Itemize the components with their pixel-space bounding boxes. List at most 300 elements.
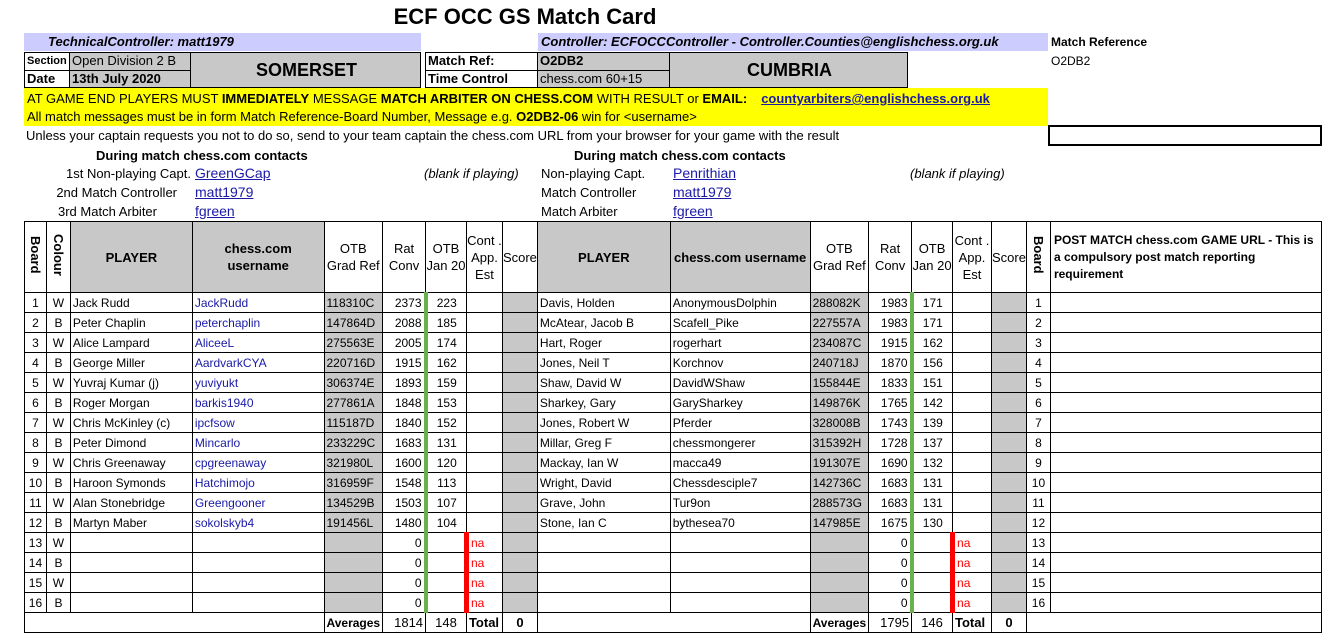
away-otb	[912, 533, 953, 553]
col-rat-conv: Rat Conv	[383, 222, 426, 293]
away-rating: 1675	[869, 513, 912, 533]
home-cont-app	[466, 393, 502, 413]
away-grad-ref	[810, 573, 869, 593]
board-number: 5	[25, 373, 47, 393]
away-grad-ref: 288082K	[810, 293, 869, 313]
home-cont-app	[466, 413, 502, 433]
home-player-name: Chris McKinley (c)	[70, 413, 192, 433]
away-otb: 142	[912, 393, 953, 413]
score-cell[interactable]	[991, 433, 1026, 453]
col-username: chess.com username	[192, 222, 324, 293]
score-cell[interactable]	[502, 413, 537, 433]
home-username[interactable]: JackRudd	[192, 293, 324, 313]
away-player-name: McAtear, Jacob B	[537, 313, 670, 333]
post-url-cell[interactable]	[1050, 333, 1321, 353]
away-player-name	[537, 593, 670, 613]
home-otb: 223	[426, 293, 467, 313]
away-cont-app	[953, 373, 992, 393]
home-contact-role: 1st Non-playing Capt.	[65, 166, 191, 181]
board-number: 13	[25, 533, 47, 553]
home-username[interactable]: ipcfsow	[192, 413, 324, 433]
home-player-name	[70, 573, 192, 593]
score-cell[interactable]	[502, 533, 537, 553]
home-contacts-heading: During match chess.com contacts	[96, 148, 308, 163]
away-cont-app	[953, 293, 992, 313]
post-url-cell[interactable]	[1050, 553, 1321, 573]
home-averages-label: Averages	[324, 613, 383, 633]
home-cont-app: na	[466, 533, 502, 553]
away-cont-app: na	[953, 593, 992, 613]
home-cont-app	[466, 433, 502, 453]
home-player-name: George Miller	[70, 353, 192, 373]
instruction-text: Unless your captain requests you not to do so, send to your team captain the chess.com URL from your browser for your game with the result	[26, 128, 840, 143]
score-cell[interactable]	[991, 513, 1026, 533]
home-otb: 104	[426, 513, 467, 533]
score-cell[interactable]	[991, 293, 1026, 313]
board-number: 2	[25, 313, 47, 333]
home-contact-link[interactable]: GreenGCap	[195, 165, 271, 181]
away-grad-ref	[810, 553, 869, 573]
away-grad-ref	[810, 593, 869, 613]
score-cell[interactable]	[502, 553, 537, 573]
away-cont-app	[953, 313, 992, 333]
score-cell[interactable]	[502, 493, 537, 513]
away-username: Tur9on	[670, 493, 810, 513]
away-cont-app	[953, 473, 992, 493]
home-otb: 153	[426, 393, 467, 413]
away-otb	[912, 573, 953, 593]
home-username[interactable]	[192, 573, 324, 593]
away-username: DavidWShaw	[670, 373, 810, 393]
away-otb: 156	[912, 353, 953, 373]
colour: W	[46, 293, 70, 313]
home-rating: 2005	[383, 333, 426, 353]
col-score: Score	[502, 222, 537, 293]
page-title: ECF OCC GS Match Card	[393, 4, 657, 29]
blank-if-playing-note: (blank if playing)	[910, 166, 1005, 181]
home-cont-app	[466, 373, 502, 393]
away-otb: 151	[912, 373, 953, 393]
home-rating: 2088	[383, 313, 426, 333]
post-url-cell[interactable]	[1050, 433, 1321, 453]
home-player-name: Martyn Maber	[70, 513, 192, 533]
home-rating: 1848	[383, 393, 426, 413]
date-label: Date	[24, 70, 70, 88]
away-player-name: Grave, John	[537, 493, 670, 513]
table-row	[25, 353, 1322, 373]
home-otb: 152	[426, 413, 467, 433]
home-rating: 2373	[383, 293, 426, 313]
board-number: 10	[1026, 473, 1050, 493]
home-otb: 185	[426, 313, 467, 333]
colour: W	[46, 413, 70, 433]
away-cont-app	[953, 393, 992, 413]
board-number: 9	[25, 453, 47, 473]
col-otb-jan: OTB Jan 20	[912, 222, 953, 293]
away-grad-ref: 149876K	[810, 393, 869, 413]
home-avg-rating: 1814	[383, 613, 426, 633]
home-cont-app	[466, 473, 502, 493]
home-otb	[426, 593, 467, 613]
score-cell[interactable]	[991, 353, 1026, 373]
home-username[interactable]: AliceeL	[192, 333, 324, 353]
away-grad-ref: 315392H	[810, 433, 869, 453]
post-url-cell[interactable]	[1050, 393, 1321, 413]
colour: W	[46, 533, 70, 553]
notice-line-1: AT GAME END PLAYERS MUST IMMEDIATELY MESSAGE MATCH ARBITER ON CHESS.COM WITH RESULT or EMAIL: countyarbiters@englishchess.org.uk	[27, 91, 990, 106]
col-board: Board	[1026, 222, 1050, 293]
home-rating: 1893	[383, 373, 426, 393]
colour: B	[46, 433, 70, 453]
score-cell[interactable]	[991, 313, 1026, 333]
away-cont-app	[953, 333, 992, 353]
score-cell[interactable]	[991, 453, 1026, 473]
home-username[interactable]	[192, 533, 324, 553]
home-grad-ref: 277861A	[324, 393, 383, 413]
home-avg-otb: 148	[426, 613, 467, 633]
home-rating: 1683	[383, 433, 426, 453]
home-otb: 107	[426, 493, 467, 513]
home-otb	[426, 573, 467, 593]
board-number: 8	[25, 433, 47, 453]
score-cell[interactable]	[502, 453, 537, 473]
table-row	[25, 333, 1322, 353]
board-number: 3	[25, 333, 47, 353]
away-otb	[912, 553, 953, 573]
post-url-cell[interactable]	[1050, 453, 1321, 473]
col-cont-app: Cont . App. Est	[466, 222, 502, 293]
home-cont-app: na	[466, 573, 502, 593]
post-url-cell[interactable]	[1050, 473, 1321, 493]
away-contact-link[interactable]: Penrithian	[673, 165, 737, 181]
away-player-name: Jones, Neil T	[537, 353, 670, 373]
away-rating: 0	[869, 573, 912, 593]
board-number: 5	[1026, 373, 1050, 393]
away-player-name: Wright, David	[537, 473, 670, 493]
colour: W	[46, 373, 70, 393]
reference-input-box[interactable]	[1048, 125, 1322, 146]
away-grad-ref: 328008B	[810, 413, 869, 433]
home-otb: 159	[426, 373, 467, 393]
away-username: AnonymousDolphin	[670, 293, 810, 313]
home-username[interactable]: peterchaplin	[192, 313, 324, 333]
away-rating: 0	[869, 593, 912, 613]
away-username: GarySharkey	[670, 393, 810, 413]
table-row	[25, 493, 1322, 513]
away-rating: 1833	[869, 373, 912, 393]
post-url-cell[interactable]	[1050, 533, 1321, 553]
away-grad-ref: 227557A	[810, 313, 869, 333]
away-cont-app: na	[953, 573, 992, 593]
home-player-name: Peter Dimond	[70, 433, 192, 453]
home-username[interactable]: Hatchimojo	[192, 473, 324, 493]
home-otb: 162	[426, 353, 467, 373]
away-rating: 1915	[869, 333, 912, 353]
home-cont-app	[466, 313, 502, 333]
board-number: 15	[1026, 573, 1050, 593]
score-cell[interactable]	[502, 573, 537, 593]
post-url-cell[interactable]	[1050, 573, 1321, 593]
home-rating: 0	[383, 533, 426, 553]
board-number: 13	[1026, 533, 1050, 553]
away-username: macca49	[670, 453, 810, 473]
away-averages-label: Averages	[810, 613, 869, 633]
away-team: CUMBRIA	[669, 52, 908, 88]
away-otb: 162	[912, 333, 953, 353]
home-cont-app	[466, 513, 502, 533]
board-number: 6	[1026, 393, 1050, 413]
home-player-name: Jack Rudd	[70, 293, 192, 313]
away-username: Chessdesciple7	[670, 473, 810, 493]
post-url-cell[interactable]	[1050, 353, 1321, 373]
home-rating: 1600	[383, 453, 426, 473]
col-score: Score	[991, 222, 1026, 293]
away-rating: 1728	[869, 433, 912, 453]
notice-line-2: All match messages must be in form Match Reference-Board Number, Message e.g. O2DB2-06 win for <username>	[27, 109, 697, 124]
score-cell[interactable]	[502, 333, 537, 353]
away-grad-ref: 288573G	[810, 493, 869, 513]
score-cell[interactable]	[502, 293, 537, 313]
board-number: 12	[1026, 513, 1050, 533]
post-url-cell[interactable]	[1050, 593, 1321, 613]
away-contact-role: Non-playing Capt.	[541, 166, 646, 181]
board-number: 11	[1026, 493, 1050, 513]
home-player-name: Peter Chaplin	[70, 313, 192, 333]
home-otb: 174	[426, 333, 467, 353]
home-player-name: Yuvraj Kumar (j)	[70, 373, 192, 393]
home-contact-link[interactable]: matt1979	[195, 184, 254, 200]
table-row	[25, 313, 1322, 333]
board-number: 11	[25, 493, 47, 513]
colour: W	[46, 333, 70, 353]
home-cont-app	[466, 493, 502, 513]
away-player-name: Davis, Holden	[537, 293, 670, 313]
board-number: 16	[1026, 593, 1050, 613]
col-otb-grad-ref: OTB Grad Ref	[810, 222, 869, 293]
home-otb: 131	[426, 433, 467, 453]
away-player-name: Millar, Greg F	[537, 433, 670, 453]
away-player-name: Hart, Roger	[537, 333, 670, 353]
home-username[interactable]: yuviyukt	[192, 373, 324, 393]
home-username[interactable]: sokolskyb4	[192, 513, 324, 533]
away-username: bythesea70	[670, 513, 810, 533]
blank-if-playing-note: (blank if playing)	[424, 166, 519, 181]
post-url-cell[interactable]	[1050, 293, 1321, 313]
post-url-cell[interactable]	[1050, 313, 1321, 333]
away-player-name	[537, 553, 670, 573]
home-username[interactable]: cpgreenaway	[192, 453, 324, 473]
arbiter-email-link[interactable]: countyarbiters@englishchess.org.uk	[761, 91, 990, 106]
away-cont-app	[953, 513, 992, 533]
away-cont-app: na	[953, 553, 992, 573]
away-otb: 171	[912, 313, 953, 333]
away-cont-app	[953, 453, 992, 473]
away-rating: 1983	[869, 293, 912, 313]
match-ref-value: O2DB2	[537, 52, 670, 71]
home-username[interactable]: Mincarlo	[192, 433, 324, 453]
away-contact-link[interactable]: fgreen	[673, 203, 713, 219]
home-grad-ref: 191456L	[324, 513, 383, 533]
away-cont-app: na	[953, 533, 992, 553]
board-number: 14	[25, 553, 47, 573]
colour: W	[46, 493, 70, 513]
col-otb-grad-ref: OTB Grad Ref	[324, 222, 383, 293]
home-username[interactable]	[192, 593, 324, 613]
table-row	[25, 553, 1322, 573]
score-cell[interactable]	[991, 593, 1026, 613]
away-total-label: Total	[953, 613, 992, 633]
score-cell[interactable]	[502, 513, 537, 533]
col-board: Board	[25, 222, 47, 293]
time-control-label: Time Control	[425, 70, 538, 88]
home-cont-app	[466, 293, 502, 313]
away-grad-ref: 191307E	[810, 453, 869, 473]
board-number: 6	[25, 393, 47, 413]
home-grad-ref	[324, 593, 383, 613]
away-otb: 171	[912, 293, 953, 313]
post-url-cell[interactable]	[1050, 373, 1321, 393]
table-row	[25, 293, 1322, 313]
col-rat-conv: Rat Conv	[869, 222, 912, 293]
away-contact-role: Match Controller	[541, 185, 637, 200]
away-player-name: Sharkey, Gary	[537, 393, 670, 413]
col-colour: Colour	[46, 222, 70, 293]
away-rating: 0	[869, 553, 912, 573]
colour: B	[46, 393, 70, 413]
home-username[interactable]: barkis1940	[192, 393, 324, 413]
away-grad-ref: 234087C	[810, 333, 869, 353]
board-number: 1	[1026, 293, 1050, 313]
table-row	[25, 473, 1322, 493]
away-total: 0	[991, 613, 1026, 633]
board-number: 8	[1026, 433, 1050, 453]
away-cont-app	[953, 433, 992, 453]
away-contact-role: Match Arbiter	[541, 204, 618, 219]
table-row	[25, 573, 1322, 593]
home-grad-ref	[324, 573, 383, 593]
away-rating: 1690	[869, 453, 912, 473]
home-username[interactable]: Greengooner	[192, 493, 324, 513]
board-number: 14	[1026, 553, 1050, 573]
away-otb: 137	[912, 433, 953, 453]
score-cell[interactable]	[991, 373, 1026, 393]
away-grad-ref	[810, 533, 869, 553]
home-otb: 120	[426, 453, 467, 473]
away-avg-rating: 1795	[869, 613, 912, 633]
score-cell[interactable]	[991, 573, 1026, 593]
away-player-name	[537, 533, 670, 553]
post-url-cell[interactable]	[1050, 413, 1321, 433]
home-grad-ref: 147864D	[324, 313, 383, 333]
post-url-cell[interactable]	[1050, 493, 1321, 513]
away-otb	[912, 593, 953, 613]
home-otb: 113	[426, 473, 467, 493]
score-cell[interactable]	[991, 493, 1026, 513]
col-post-url: POST MATCH chess.com GAME URL - This is a compulsory post match reporting requirement	[1050, 222, 1321, 293]
col-cont-app: Cont . App. Est	[953, 222, 992, 293]
home-player-name: Alice Lampard	[70, 333, 192, 353]
board-number: 7	[25, 413, 47, 433]
away-cont-app	[953, 353, 992, 373]
score-cell[interactable]	[502, 313, 537, 333]
away-player-name: Mackay, Ian W	[537, 453, 670, 473]
score-cell[interactable]	[991, 333, 1026, 353]
home-username[interactable]	[192, 553, 324, 573]
away-contacts-heading: During match chess.com contacts	[574, 148, 786, 163]
home-rating: 1480	[383, 513, 426, 533]
home-contact-link[interactable]: fgreen	[195, 203, 235, 219]
score-cell[interactable]	[502, 393, 537, 413]
score-cell[interactable]	[991, 473, 1026, 493]
colour: B	[46, 593, 70, 613]
home-username[interactable]: AardvarkCYA	[192, 353, 324, 373]
score-cell[interactable]	[502, 353, 537, 373]
away-username: rogerhart	[670, 333, 810, 353]
away-rating: 1983	[869, 313, 912, 333]
away-rating: 1683	[869, 493, 912, 513]
score-cell[interactable]	[502, 373, 537, 393]
date-value: 13th July 2020	[69, 70, 191, 88]
colour: W	[46, 573, 70, 593]
score-cell[interactable]	[991, 413, 1026, 433]
home-grad-ref: 233229C	[324, 433, 383, 453]
away-otb: 139	[912, 413, 953, 433]
home-grad-ref: 134529B	[324, 493, 383, 513]
score-cell[interactable]	[502, 433, 537, 453]
colour: B	[46, 513, 70, 533]
home-otb	[426, 553, 467, 573]
home-rating: 1548	[383, 473, 426, 493]
score-cell[interactable]	[991, 553, 1026, 573]
match-ref-label: Match Ref:	[425, 52, 538, 71]
away-rating: 1743	[869, 413, 912, 433]
score-cell[interactable]	[502, 593, 537, 613]
section-value: Open Division 2 B	[69, 52, 191, 71]
col-username: chess.com username	[670, 222, 810, 293]
away-grad-ref: 142736C	[810, 473, 869, 493]
home-rating: 0	[383, 553, 426, 573]
match-reference-label: Match Reference	[1051, 35, 1148, 49]
away-username: Scafell_Pike	[670, 313, 810, 333]
away-username	[670, 553, 810, 573]
score-cell[interactable]	[991, 393, 1026, 413]
home-rating: 1840	[383, 413, 426, 433]
home-contact-role: 3rd Match Arbiter	[58, 204, 157, 219]
home-player-name: Alan Stonebridge	[70, 493, 192, 513]
col-player: PLAYER	[70, 222, 192, 293]
away-player-name: Stone, Ian C	[537, 513, 670, 533]
away-username: chessmongerer	[670, 433, 810, 453]
away-username	[670, 593, 810, 613]
table-row	[25, 413, 1322, 433]
away-rating: 1765	[869, 393, 912, 413]
away-rating: 1870	[869, 353, 912, 373]
home-rating: 0	[383, 573, 426, 593]
away-otb: 131	[912, 473, 953, 493]
score-cell[interactable]	[991, 533, 1026, 553]
score-cell[interactable]	[502, 473, 537, 493]
home-grad-ref: 275563E	[324, 333, 383, 353]
home-cont-app: na	[466, 553, 502, 573]
home-player-name: Roger Morgan	[70, 393, 192, 413]
away-otb: 130	[912, 513, 953, 533]
board-number: 3	[1026, 333, 1050, 353]
col-player: PLAYER	[537, 222, 670, 293]
away-contact-link[interactable]: matt1979	[673, 184, 732, 200]
post-url-cell[interactable]	[1050, 513, 1321, 533]
notice-banner	[24, 88, 1048, 126]
away-cont-app	[953, 413, 992, 433]
